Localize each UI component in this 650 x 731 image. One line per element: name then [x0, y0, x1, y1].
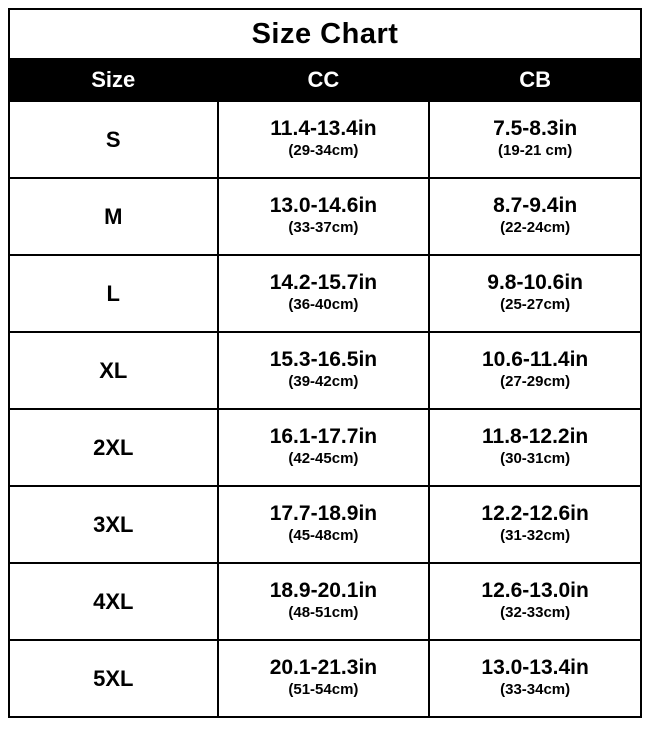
cc-centimeters: (48-51cm) [288, 604, 359, 622]
table-row [9, 640, 641, 717]
cell-cb [429, 486, 641, 563]
cb-inches: 10.6-11.4in [482, 348, 589, 372]
cc-inches: 14.2-15.7in [269, 271, 378, 295]
cc-inches: 18.9-20.1in [269, 579, 378, 603]
cb-inches: 11.8-12.2in [482, 425, 589, 449]
cell-cc [218, 563, 430, 640]
page-title [9, 9, 641, 59]
cell-cc [218, 640, 430, 717]
cc-centimeters: (45-48cm) [288, 527, 359, 545]
cell-cc [218, 409, 430, 486]
cell-cc [218, 178, 430, 255]
table-row [9, 332, 641, 409]
cell-cb [429, 255, 641, 332]
cc-centimeters: (51-54cm) [288, 681, 359, 699]
cc-inches: 13.0-14.6in [269, 194, 378, 218]
cell-cb [429, 409, 641, 486]
cc-inches: 16.1-17.7in [269, 425, 378, 449]
cc-inches: 20.1-21.3in [269, 656, 378, 680]
title-row [9, 9, 641, 59]
cb-centimeters: (31-32cm) [500, 527, 571, 545]
size-label: 5XL [93, 665, 134, 691]
chart-title-text: Size Chart [251, 17, 399, 50]
cb-inches: 7.5-8.3in [493, 117, 578, 141]
cc-centimeters: (36-40cm) [288, 296, 359, 314]
size-label: 4XL [93, 588, 134, 614]
size-label: L [106, 280, 120, 306]
cell-cb [429, 332, 641, 409]
cell-size [9, 409, 218, 486]
table-row [9, 178, 641, 255]
cb-inches: 9.8-10.6in [487, 271, 583, 295]
table-row [9, 101, 641, 178]
cb-centimeters: (25-27cm) [500, 296, 571, 314]
cell-cc [218, 255, 430, 332]
cb-centimeters: (19-21 cm) [498, 142, 573, 160]
column-header-size: Size [9, 59, 218, 101]
table-row [9, 486, 641, 563]
table-row [9, 409, 641, 486]
column-header-row [9, 59, 641, 101]
size-label: 2XL [93, 434, 134, 460]
column-header-cc: CC [218, 59, 430, 101]
cell-size [9, 101, 218, 178]
cc-inches: 15.3-16.5in [269, 348, 378, 372]
cb-centimeters: (33-34cm) [500, 681, 571, 699]
cell-size [9, 332, 218, 409]
cb-centimeters: (22-24cm) [500, 219, 571, 237]
size-label: S [105, 126, 121, 152]
cell-size [9, 640, 218, 717]
cell-cb [429, 563, 641, 640]
size-chart-table [8, 8, 642, 718]
cc-centimeters: (39-42cm) [288, 373, 359, 391]
table-row [9, 255, 641, 332]
cell-cb [429, 640, 641, 717]
cb-inches: 8.7-9.4in [493, 194, 578, 218]
cb-inches: 12.6-13.0in [481, 579, 589, 603]
cb-centimeters: (27-29cm) [500, 373, 571, 391]
column-header-cb: CB [429, 59, 641, 101]
table-row [9, 563, 641, 640]
cb-inches: 13.0-13.4in [481, 656, 589, 680]
size-label: 3XL [93, 511, 134, 537]
cc-centimeters: (33-37cm) [288, 219, 359, 237]
cb-centimeters: (32-33cm) [500, 604, 571, 622]
table-body [9, 101, 641, 717]
cc-inches: 11.4-13.4in [270, 117, 377, 141]
size-label: M [104, 203, 123, 229]
cc-centimeters: (42-45cm) [288, 450, 359, 468]
cell-cb [429, 178, 641, 255]
size-label: XL [99, 357, 128, 383]
cell-cc [218, 101, 430, 178]
cell-size [9, 178, 218, 255]
cell-cc [218, 332, 430, 409]
table-head [9, 9, 641, 101]
cc-inches: 17.7-18.9in [269, 502, 378, 526]
cell-size [9, 563, 218, 640]
cell-cb [429, 101, 641, 178]
cc-centimeters: (29-34cm) [288, 142, 359, 160]
cell-cc [218, 486, 430, 563]
cb-inches: 12.2-12.6in [481, 502, 589, 526]
cell-size [9, 486, 218, 563]
cb-centimeters: (30-31cm) [500, 450, 571, 468]
cell-size [9, 255, 218, 332]
